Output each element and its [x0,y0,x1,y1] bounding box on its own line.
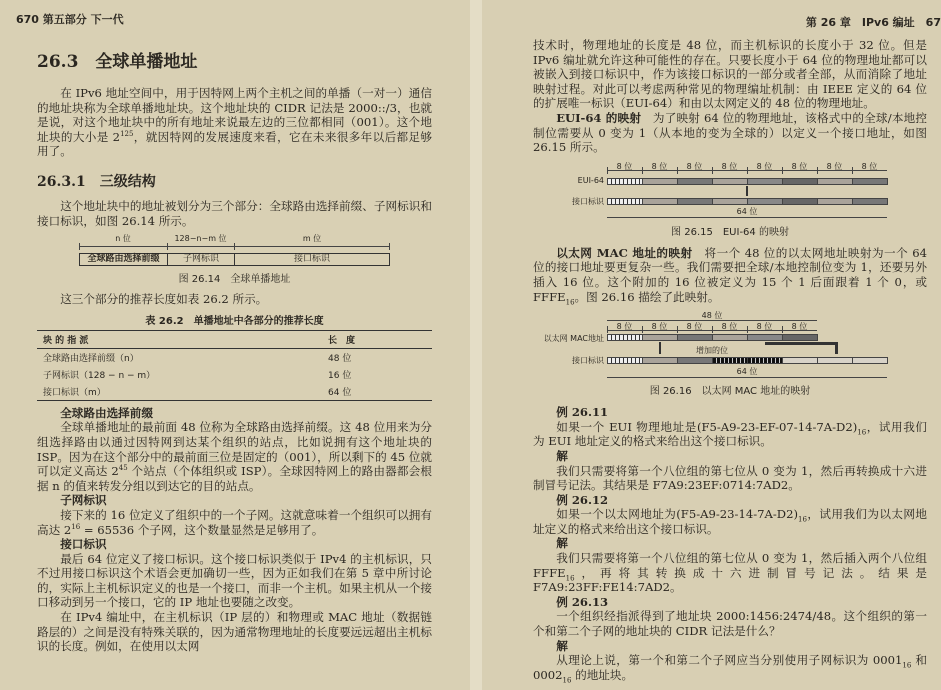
table-26-2 [37,330,432,401]
paragraph [533,111,927,155]
exponent: 125 [120,129,134,138]
text: ，再将其转换成十六进制冒号记法。结果是 F7A9:23FF:FE14:7AD2。 [533,565,927,595]
text: 接下来的 16 位定义了组织中的一个子网。这就意味着一个组织可以拥有高达 2 [37,507,432,537]
figure-caption: 图 26.15 EUI-64 的映射 [671,226,789,238]
octet-box [607,198,643,205]
octet-box [782,334,818,341]
dim-label: 128−n−m 位 [174,234,227,244]
octet-box [642,334,678,341]
paragraph [37,420,432,493]
row-label: EUI-64 [577,175,604,185]
octet-box [817,178,853,185]
row-label: 接口标识 [572,356,604,366]
arrow-path [765,342,837,345]
subscript: 16 [562,676,572,685]
solution-label: 解 [556,638,568,653]
table-row [37,348,432,366]
row-label: 接口标识 [572,196,604,206]
text: 将一个 48 位的以太网地址映射为一个 64 位的接口地址要更复杂一些。我们需要把全球/本地控制位变为 1，还要另外插入 16 位。这个附加的 16 位被定义为 15 个 1 后面跟着 1 个 0，或 FFFE [533,245,928,304]
text: = 65536 个子网，这个数量显然是足够用了。 [80,522,324,537]
dim-line [607,170,887,171]
paragraph: 最后 64 位定义了接口标识。这个接口标识类似于 IPv4 的主机标识，只不过用接口标识这个术语会更加确切一些，因为正如我们在第 5 章中所讨论的，实际上主机标识定义的也是一个接口，而非一个主机。如果主机从一个接口移动到另一个接口，它的 IP 地址也要随之改变。 [37,551,432,610]
text: 我们只需要将第一个八位组的第七位从 0 变为 1，然后插入两个八位组 FFFE [533,551,927,580]
table-cell: 子网标识（128 − n − m） [43,370,156,381]
octet-box [852,357,888,364]
dim-label: 8 位 [826,161,843,171]
subscript: 16 [565,297,575,306]
dim-label: 8 位 [616,161,633,171]
dim-label: 8 位 [721,161,738,171]
text: 的地址块。 [571,667,634,682]
example-answer [533,653,927,685]
right-page [482,0,941,690]
table-caption: 表 26.2 单播地址中各部分的推荐长度 [145,315,324,327]
text: ，试用我们为 EUI 地址定义的格式来给出这个接口标识。 [533,419,927,449]
dim-label: 8 位 [616,322,633,332]
table-cell: 接口标识（m） [37,383,322,401]
text: 如果一个 EUI 物理地址是(F5-A9-23-EF-07-14-7A-D2) [556,419,858,434]
dim-label: m 位 [302,234,322,244]
octet-box [677,198,713,205]
field-box: 接口标识 [234,253,390,266]
example-title: 例 26.11 [556,405,609,420]
octet-box [677,334,713,341]
text: 如果一个以太网地址为(F5-A9-23-14-7A-D2) [556,507,798,522]
table-row [37,383,432,401]
dim-label: 8 位 [651,322,668,332]
dim-label: 8 位 [756,161,773,171]
text: ，试用我们为以太网地址定义的格式来给出这个接口标识。 [533,507,927,536]
paragraph [533,246,927,304]
octet-box [852,178,888,185]
paragraph: 这个地址块中的地址被划分为三个部分：全球路由选择前缀、子网标识和接口标识，如图 26.14 所示。 [37,198,432,228]
dim-label: 8 位 [686,322,703,332]
octet-box [607,178,643,185]
dim-line [607,377,887,378]
paragraph: 技术时，物理地址的长度是 48 位，而主机标识的长度小于 32 位。但是 IPv6 编址就允许这种可能性的存在。只要长度小于 64 位的物理地址都可以被嵌入到接口标识中，作为该接口标识的一部分或者全部，从而消除了地址映射过程。对此可以考虑两种常见的物理编址机制：由 IEEE 定义的 64 位的扩展唯一标识（EUI-64）和由以太网定义的 48 位的物理地址。 [533,38,927,111]
table-header: 长 度 [322,330,432,348]
text: 从理论上说，第一个和第二个子网应当分别使用子网标识为 0001 [556,653,903,668]
paragraph [37,86,432,159]
paragraph [37,508,432,537]
octet-box [607,357,643,364]
example-answer: 我们只需要将第一个八位组的第七位从 0 变为 1，然后再转换成十六进制冒号记法。其结果是 F7A9:23EF:0714:7AD2。 [533,463,927,493]
text: 全球单播地址的最前面 48 位称为全球路由选择前缀。这 48 位用来为分组选择路由以通过因特网到达某个组织的站点，比如说拥有这个地址块的 ISP。因为在这个部分中的最前面三位是固定的（001），所以剩下的 45 位就可以定义高达 2 [37,420,432,479]
dim-label: 8 位 [791,322,808,332]
octet-box [712,178,748,185]
text: ，就因特网的发展速度来看，它在未来很多年以后都足够用了。 [37,129,432,159]
subscript: 16 [902,661,912,670]
arrow-down-icon [746,186,748,196]
table-row [37,366,432,383]
octet-box [712,357,748,364]
octet-box [642,198,678,205]
figure-26-16 [533,310,927,380]
left-page [0,0,470,690]
figure-caption: 图 26.16 以太网 MAC 地址的映射 [649,386,811,398]
figure-26-14 [37,232,432,284]
example-title: 例 26.13 [556,594,609,609]
text: 个站点（个体组织或 ISP）。全球因特网上的路由器都会根据 n 的值来转发分组以到达它的目的站点。 [37,464,432,493]
octet-box [782,357,818,364]
page-header: 670 第五部分 下一代 [16,13,124,26]
dim-line [607,330,817,331]
dim-label: 8 位 [686,161,703,171]
octet-box [747,357,783,364]
subscript: 16 [798,515,807,524]
octet-box [782,198,818,205]
octet-box [712,334,748,341]
table-cell: 16 位 [328,370,352,381]
text: 在 IPv6 地址空间中，用于因特网上两个主机之间的单播（一对一）通信的地址块称为全球单播地址块。这个地址块的 CIDR 记法是 2000::/3，也就是说，对这个地址块中的所有地址来说最左边的三位都相同（001）。这个地址块的大小是 2 [37,86,432,144]
octet-box [642,178,678,185]
dim-line [607,217,887,218]
table-cell: 48 位 [328,353,352,364]
octet-box [747,334,783,341]
exponent: 45 [118,464,128,473]
added-bits-label: 增加的位 [696,346,728,356]
octet-box [817,357,853,364]
octet-box [642,357,678,364]
arrow-down-icon [659,342,661,354]
dim-label: 8 位 [756,322,773,332]
octet-box [782,178,818,185]
dim-label: n 位 [115,234,131,244]
example-question [533,507,927,536]
table-cell: 64 位 [322,383,432,401]
octet-box [747,198,783,205]
dim-label: 64 位 [736,206,758,216]
octet-box [852,198,888,205]
subscript: 16 [565,573,575,582]
paragraph: 这三个部分的推荐长度如表 26.2 所示。 [60,292,268,307]
solution-label: 解 [556,448,568,463]
figure-caption: 图 26.14 全球单播地址 [178,274,291,286]
dim-label: 8 位 [791,161,808,171]
example-question [533,420,927,449]
table-cell: 全球路由选择前缀（n） [43,353,139,364]
text: 和 0002 [533,653,927,682]
dim-label: 8 位 [651,161,668,171]
figure-26-15 [533,161,927,221]
book-gutter [470,0,482,690]
run-in-heading: 以太网 MAC 地址的映射 [556,245,693,260]
paragraph: 在 IPv4 编址中，在主机标识（IP 层的）和物理或 MAC 地址（数据链路层的）之间是没有特殊关联的，因为通常物理地址的长度要远远超出主机标识的长度。例如，在使用以太网 [37,610,432,654]
dim-label: 8 位 [721,322,738,332]
example-question: 一个组织经指派得到了地址块 2000:1456:2474/48。这个组织的第一个和第二个子网的地址块的 CIDR 记法是什么？ [533,609,927,639]
field-box: 全球路由选择前缀 [79,253,168,266]
octet-box [747,178,783,185]
subscript: 16 [857,428,867,437]
run-in-heading: 子网标识 [60,493,107,508]
run-in-heading: 接口标识 [60,537,107,552]
octet-box [677,178,713,185]
row-label: 以太网 MAC地址 [543,334,604,344]
text: 。图 26.16 描绘了此映射。 [574,289,720,304]
field-box: 子网标识 [167,253,235,266]
arrow-down-icon [835,342,838,354]
solution-label: 解 [556,536,568,551]
octet-box [677,357,713,364]
dim-label: 48 位 [701,311,723,321]
page-header: 第 26 章 IPv6 编址 67 [805,16,941,29]
exponent: 16 [71,522,81,531]
example-answer [533,551,927,595]
example-title: 例 26.12 [556,492,609,507]
octet-box [712,198,748,205]
dim-label: 64 位 [736,367,758,377]
subsection-title: 26.3.1 三级结构 [37,173,156,190]
run-in-heading: 全球路由选择前缀 [60,405,153,420]
text: 为了映射 64 位的物理地址，该格式中的全球/本地控制位需要从 0 变为 1（从本地的变为全球的）以定义一个接口地址，如图 26.15 所示。 [533,110,927,155]
section-title: 26.3 全球单播地址 [37,52,198,72]
octet-box [607,334,643,341]
dim-label: 8 位 [861,161,878,171]
octet-box [817,198,853,205]
run-in-heading: EUI-64 的映射 [556,110,642,125]
table-header: 块 的 指 派 [37,330,322,348]
